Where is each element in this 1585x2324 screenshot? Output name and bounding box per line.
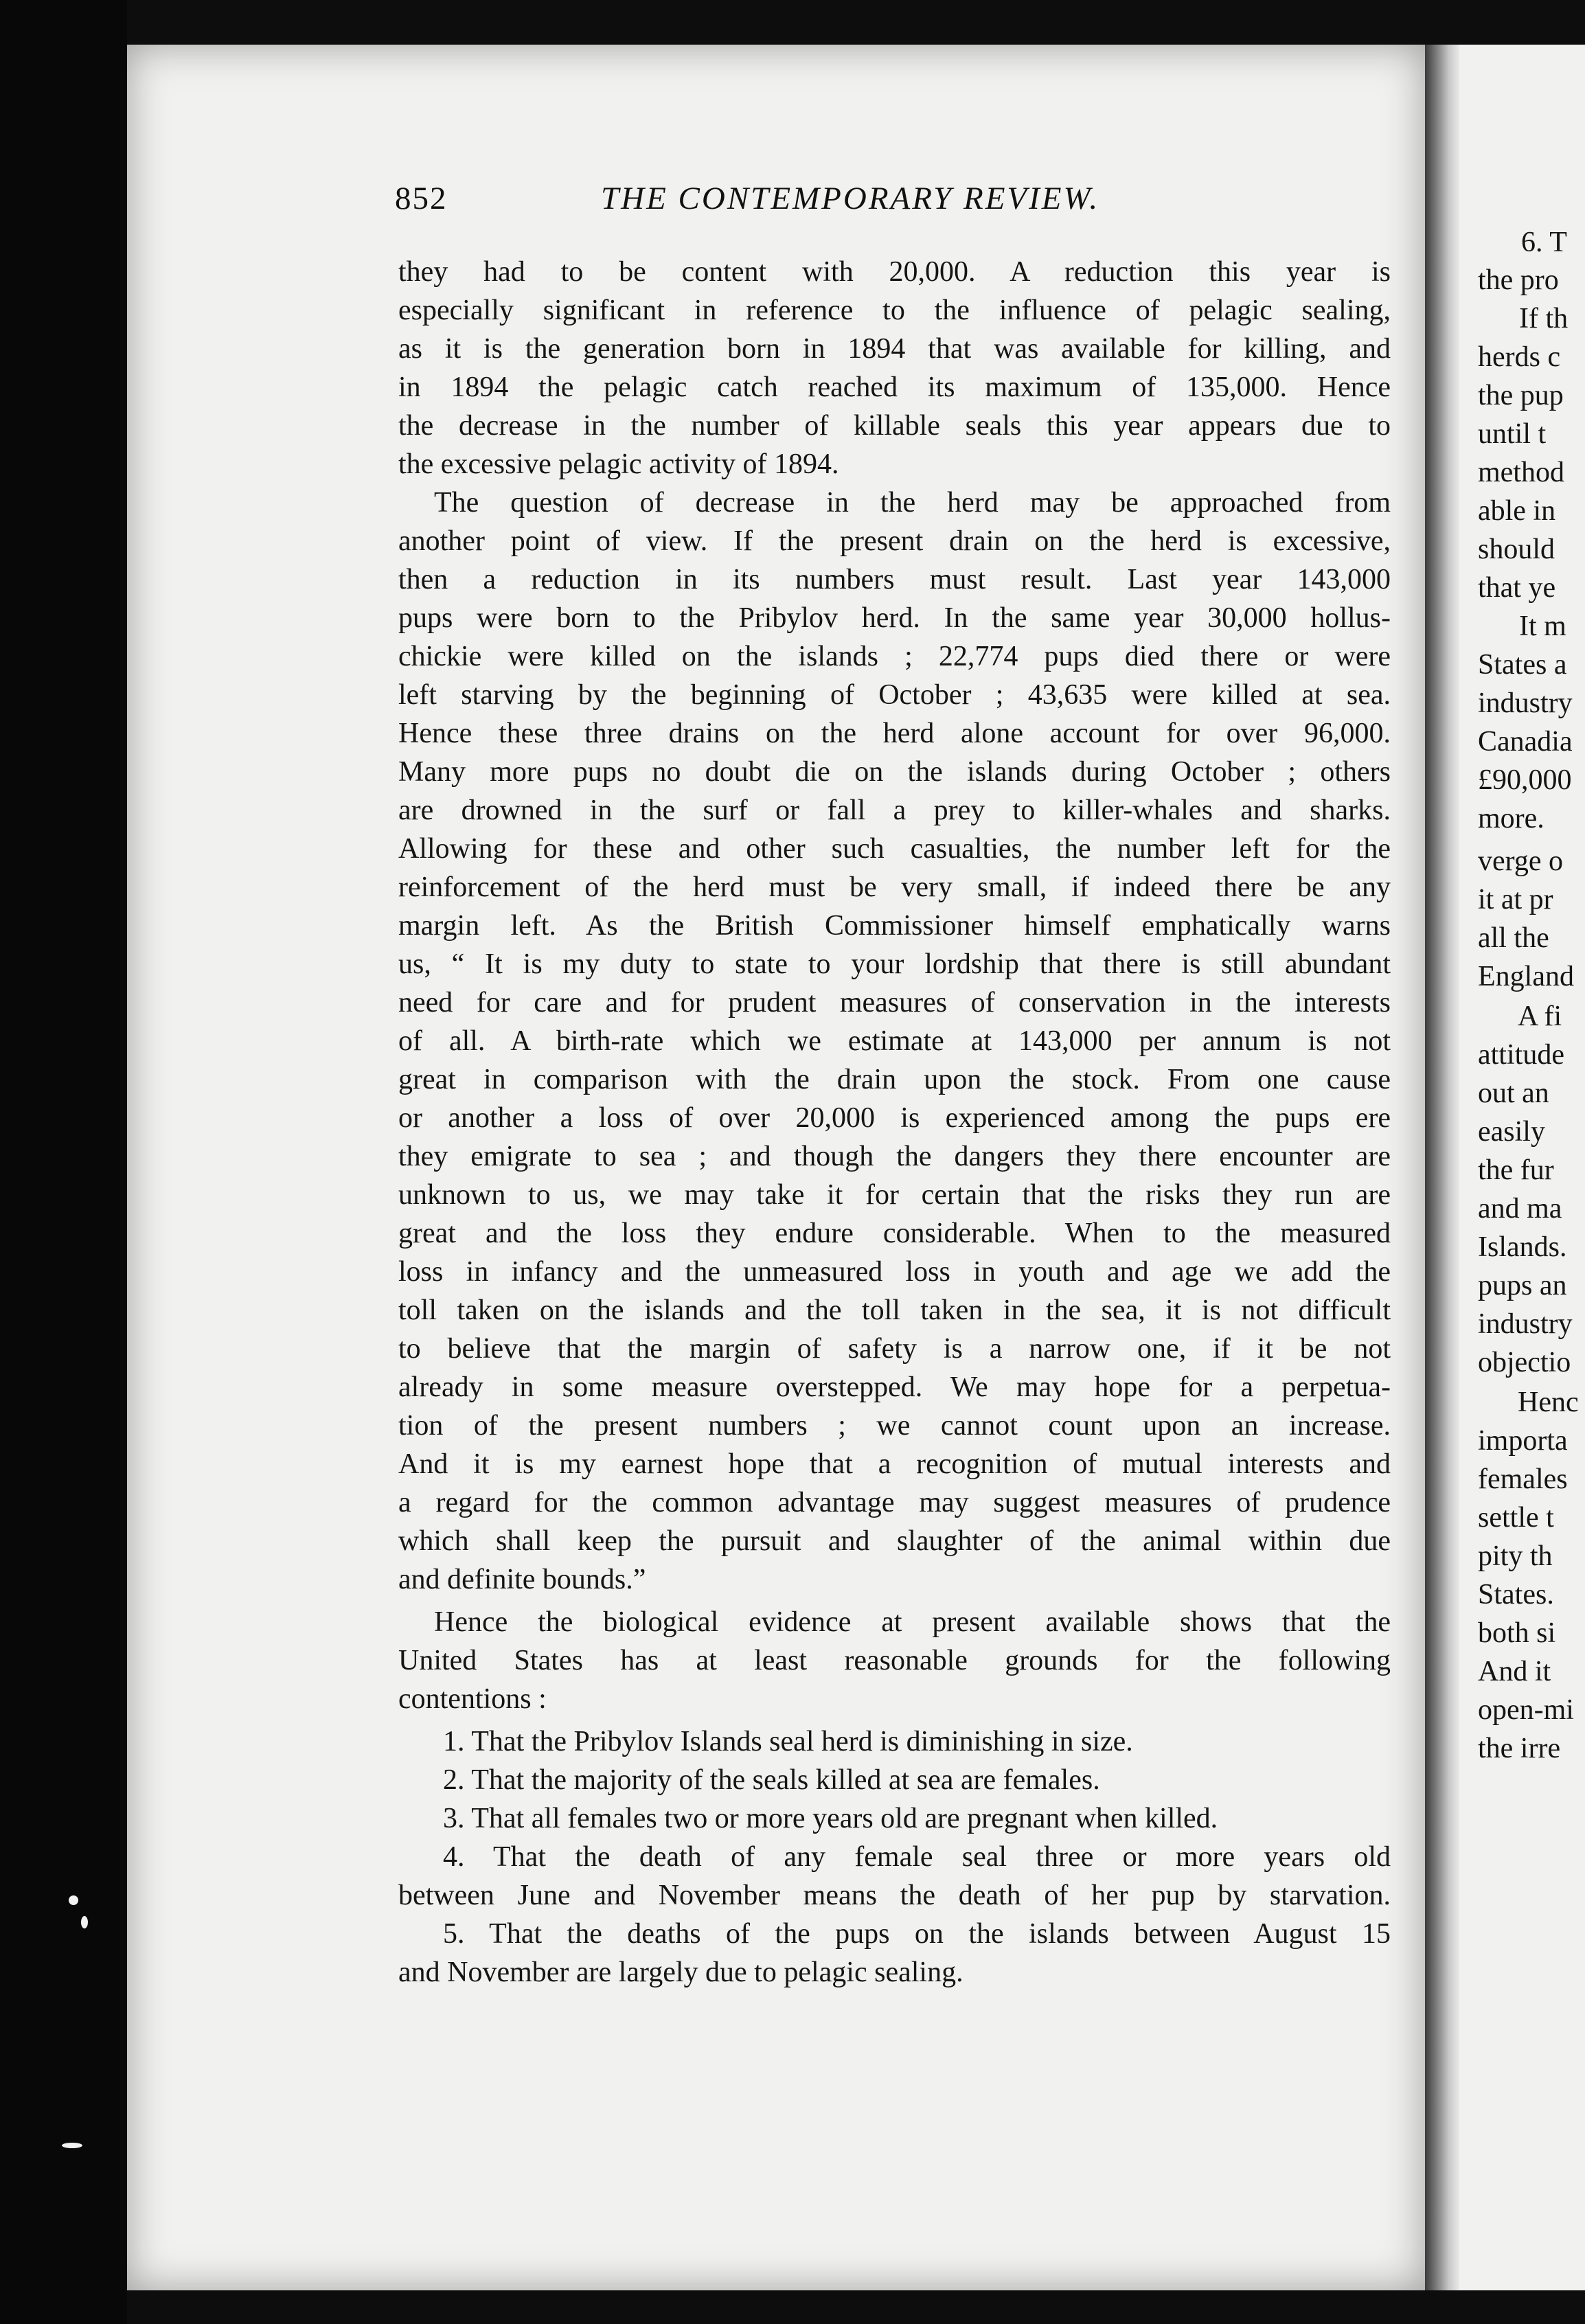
body-line: left starving by the beginning of October ; 43,635 were killed at sea. bbox=[398, 679, 1391, 711]
right-page-line: it at pr bbox=[1478, 884, 1553, 915]
right-page-line: £90,000 bbox=[1478, 764, 1572, 796]
right-page-line: industry bbox=[1478, 687, 1573, 719]
list-item: 1. That the Pribylov Islands seal herd is diminishing in size. bbox=[443, 1726, 1133, 1757]
body-line: great and the loss they endure considerable. When to the measured bbox=[398, 1218, 1391, 1249]
body-line: they had to be content with 20,000. A reduction this year is bbox=[398, 256, 1391, 288]
right-page-line: verge o bbox=[1478, 845, 1564, 877]
body-line: toll taken on the islands and the toll taken in the sea, it is not difficult bbox=[398, 1295, 1391, 1326]
list-item: 3. That all females two or more years old are pregnant when killed. bbox=[443, 1803, 1218, 1834]
right-page-line: that ye bbox=[1478, 572, 1556, 604]
list-item: between June and November means the death of her pup by starvation. bbox=[398, 1880, 1391, 1911]
body-line: need for care and for prudent measures of conservation in the interests bbox=[398, 987, 1391, 1018]
body-line: are drowned in the surf or fall a prey to killer-whales and sharks. bbox=[398, 795, 1391, 826]
body-line: another point of view. If the present drain on the herd is excessive, bbox=[398, 525, 1391, 557]
right-page-line: and ma bbox=[1478, 1193, 1562, 1224]
speck bbox=[81, 1916, 88, 1928]
body-line: reinforcement of the herd must be very small, if indeed there be any bbox=[398, 872, 1391, 903]
list-item: and November are largely due to pelagic sealing. bbox=[398, 1957, 963, 1988]
body-line: contentions : bbox=[398, 1683, 547, 1715]
right-page-line: the pup bbox=[1478, 380, 1564, 411]
body-line: already in some measure overstepped. We may hope for a perpetua- bbox=[398, 1371, 1391, 1403]
list-item: 5. That the deaths of the pups on the islands between August 15 bbox=[443, 1918, 1391, 1950]
right-page-line: Henc bbox=[1518, 1387, 1579, 1418]
right-page-line: both si bbox=[1478, 1617, 1556, 1649]
body-line: and definite bounds.” bbox=[398, 1564, 646, 1595]
body-line: Many more pups no doubt die on the islands during October ; others bbox=[398, 756, 1391, 788]
right-page-line: industry bbox=[1478, 1308, 1573, 1340]
right-page-line: the pro bbox=[1478, 264, 1559, 296]
body-line: a regard for the common advantage may suggest measures of prudence bbox=[398, 1487, 1391, 1518]
right-page-line: easily bbox=[1478, 1116, 1545, 1148]
body-line: United States has at least reasonable grounds for the following bbox=[398, 1645, 1391, 1676]
right-page-line: It m bbox=[1519, 611, 1566, 642]
right-page-line: Canadia bbox=[1478, 726, 1573, 757]
body-line: in 1894 the pelagic catch reached its maximum of 135,000. Hence bbox=[398, 372, 1391, 403]
right-page-line: method bbox=[1478, 457, 1564, 488]
list-item: 2. That the majority of the seals killed at sea are females. bbox=[443, 1764, 1100, 1796]
right-page-line: herds c bbox=[1478, 341, 1561, 373]
body-line: then a reduction in its numbers must result. Last year 143,000 bbox=[398, 564, 1391, 595]
body-line: especially significant in reference to the influence of pelagic sealing, bbox=[398, 295, 1391, 326]
right-page-line: females bbox=[1478, 1463, 1568, 1495]
body-line: Hence these three drains on the herd alone account for over 96,000. bbox=[398, 718, 1391, 749]
right-page-line: importa bbox=[1478, 1425, 1568, 1457]
book-gutter bbox=[1425, 45, 1459, 2290]
body-line: margin left. As the British Commissioner himself emphatically warns bbox=[398, 910, 1391, 942]
body-line: great in comparison with the drain upon the stock. From one cause bbox=[398, 1064, 1391, 1095]
right-page-line: And it bbox=[1478, 1656, 1551, 1687]
body-line: loss in infancy and the unmeasured loss in youth and age we add the bbox=[398, 1256, 1391, 1288]
right-page-line: attitude bbox=[1478, 1039, 1564, 1071]
body-line: pups were born to the Pribylov herd. In the same year 30,000 hollus- bbox=[398, 602, 1391, 634]
body-line: unknown to us, we may take it for certain that the risks they run are bbox=[398, 1179, 1391, 1211]
scan-border bbox=[0, 0, 127, 2324]
right-page-line: until t bbox=[1478, 418, 1547, 450]
body-line: chickie were killed on the islands ; 22,774 pups died there or were bbox=[398, 641, 1391, 672]
right-page-line: England bbox=[1478, 961, 1574, 992]
body-line: tion of the present numbers ; we cannot count upon an increase. bbox=[398, 1410, 1391, 1442]
right-page-line: If th bbox=[1519, 303, 1569, 334]
right-page-line: the irre bbox=[1478, 1733, 1561, 1764]
right-page-line: A fi bbox=[1518, 1001, 1562, 1032]
body-line: the decrease in the number of killable seals this year appears due to bbox=[398, 410, 1391, 442]
right-page-line: the fur bbox=[1478, 1154, 1554, 1186]
body-line: to believe that the margin of safety is a narrow one, if it be not bbox=[398, 1333, 1391, 1365]
body-line: us, “ It is my duty to state to your lordship that there is still abundant bbox=[398, 948, 1391, 980]
page-header bbox=[395, 180, 1391, 221]
speck bbox=[62, 2143, 82, 2148]
right-page-line: objectio bbox=[1478, 1347, 1571, 1378]
right-page-line: settle t bbox=[1478, 1502, 1554, 1534]
list-item: 4. That the death of any female seal three or more years old bbox=[443, 1841, 1391, 1873]
body-line: they emigrate to sea ; and though the dangers they there encounter are bbox=[398, 1141, 1391, 1172]
right-page-line: 6. T bbox=[1521, 227, 1567, 258]
right-page-line: pups an bbox=[1478, 1270, 1567, 1301]
body-line: And it is my earnest hope that a recognition of mutual interests and bbox=[398, 1448, 1391, 1480]
page-number: 852 bbox=[395, 181, 448, 216]
right-page-line: States. bbox=[1478, 1579, 1554, 1610]
running-title: THE CONTEMPORARY REVIEW. bbox=[601, 181, 1100, 216]
right-page-line: should bbox=[1478, 534, 1555, 565]
right-page-line: pity th bbox=[1478, 1540, 1553, 1572]
body-line: of all. A birth-rate which we estimate at 143,000 per annum is not bbox=[398, 1025, 1391, 1057]
right-page-line: States a bbox=[1478, 649, 1567, 681]
body-line: the excessive pelagic activity of 1894. bbox=[398, 448, 839, 480]
right-page-line: more. bbox=[1478, 803, 1544, 834]
right-page-line: open-mi bbox=[1478, 1694, 1574, 1726]
right-page-line: all the bbox=[1478, 922, 1549, 954]
body-line: which shall keep the pursuit and slaughter of the animal within due bbox=[398, 1525, 1391, 1557]
body-line: Hence the biological evidence at present available shows that the bbox=[434, 1606, 1391, 1638]
body-line: or another a loss of over 20,000 is experienced among the pups ere bbox=[398, 1102, 1391, 1134]
body-line: The question of decrease in the herd may be approached from bbox=[434, 487, 1391, 519]
right-page-line: out an bbox=[1478, 1078, 1549, 1109]
right-page-line: able in bbox=[1478, 495, 1556, 527]
body-line: Allowing for these and other such casualties, the number left for the bbox=[398, 833, 1391, 865]
scan-specks bbox=[27, 1854, 110, 2198]
body-line: as it is the generation born in 1894 that was available for killing, and bbox=[398, 333, 1391, 365]
right-page-line: Islands. bbox=[1478, 1231, 1567, 1263]
speck bbox=[69, 1895, 78, 1905]
